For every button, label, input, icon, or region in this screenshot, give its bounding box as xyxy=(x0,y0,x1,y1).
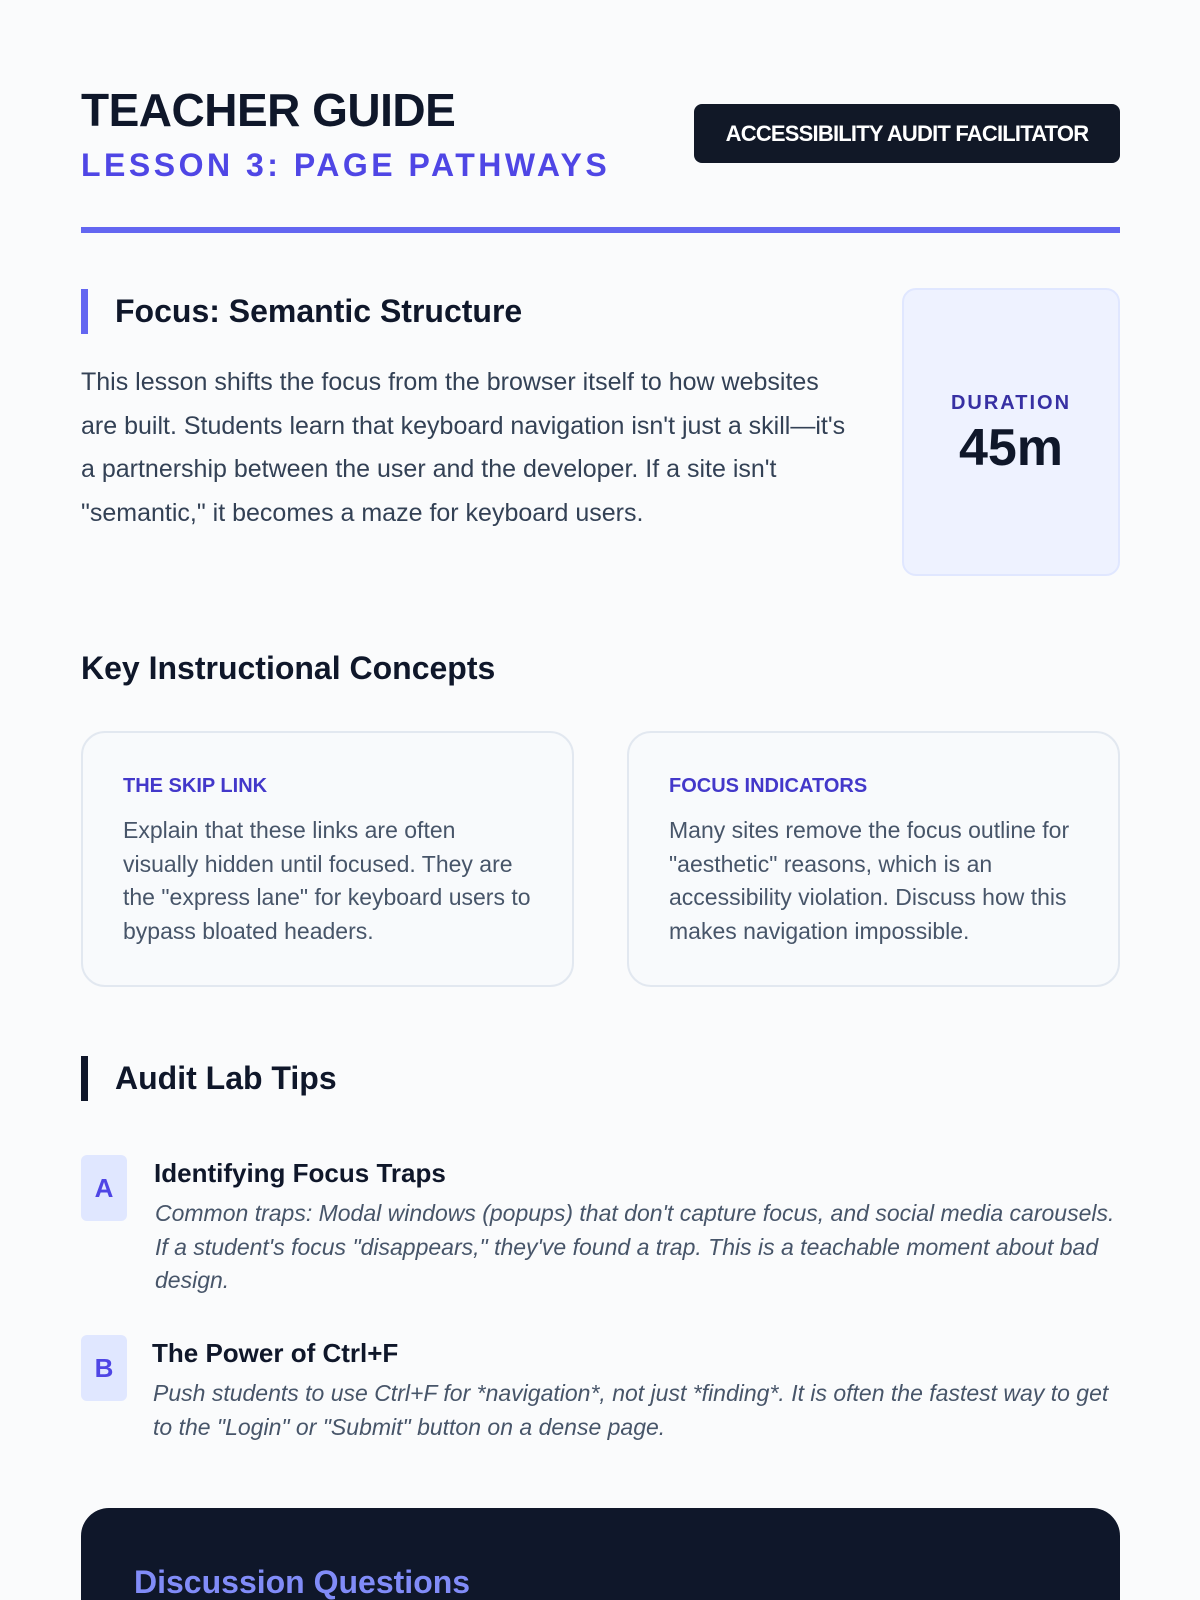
accent-bar xyxy=(81,1056,88,1101)
duration-label: DURATION xyxy=(950,392,1072,414)
lesson-subtitle: LESSON 3: PAGE PATHWAYS xyxy=(81,147,611,183)
tip-title: Identifying Focus Traps xyxy=(154,1158,446,1188)
concept-card-focus-indicators xyxy=(627,731,1120,987)
duration-value: 45m xyxy=(958,419,1064,477)
audit-section-heading xyxy=(81,1058,337,1098)
concept-card-skip-link xyxy=(81,731,574,987)
concept-text: Many sites remove the focus outline for "aesthetic" reasons, which is an accessibility violation. Discuss how this makes navigation impossible. xyxy=(669,817,1070,944)
accent-bar xyxy=(81,289,88,334)
tip-text: Common traps: Modal windows (popups) that don't capture focus, and social media carousels. If a student's focus "disappears," they've found a trap. This is a teachable moment about bad design. xyxy=(155,1200,1115,1293)
focus-intro-text: This lesson shifts the focus from the browser itself to how websites are built. Students learn that keyboard navigation isn't just a skill—it's a partnership between the user and the developer. If a site isn't "semantic," it becomes a maze for keyboard users. xyxy=(81,368,846,527)
discussion-panel xyxy=(81,1508,1120,1600)
tip-text: Push students to use Ctrl+F for *navigation*, not just *finding*. It is often the fastest way to get to the "Login" or "Submit" button on a dense page. xyxy=(153,1380,1109,1440)
audit-heading-text: Audit Lab Tips xyxy=(115,1060,337,1096)
header-divider xyxy=(81,227,1120,233)
tip-letter-badge: B xyxy=(81,1335,127,1401)
concepts-heading: Key Instructional Concepts xyxy=(81,650,496,686)
duration-card xyxy=(902,288,1120,576)
discussion-heading: Discussion Questions xyxy=(134,1564,471,1600)
page-title: TEACHER GUIDE xyxy=(81,84,456,136)
concept-title: FOCUS INDICATORS xyxy=(669,775,868,797)
concept-title: THE SKIP LINK xyxy=(123,775,268,797)
focus-section-heading xyxy=(81,291,522,331)
concept-text: Explain that these links are often visually hidden until focused. They are the "express lane" for keyboard users to bypass bloated headers. xyxy=(123,817,531,944)
focus-heading-text: Focus: Semantic Structure xyxy=(115,293,523,329)
tip-letter-badge: A xyxy=(81,1155,127,1221)
tip-title: The Power of Ctrl+F xyxy=(152,1338,399,1368)
role-badge: ACCESSIBILITY AUDIT FACILITATOR xyxy=(694,104,1120,163)
